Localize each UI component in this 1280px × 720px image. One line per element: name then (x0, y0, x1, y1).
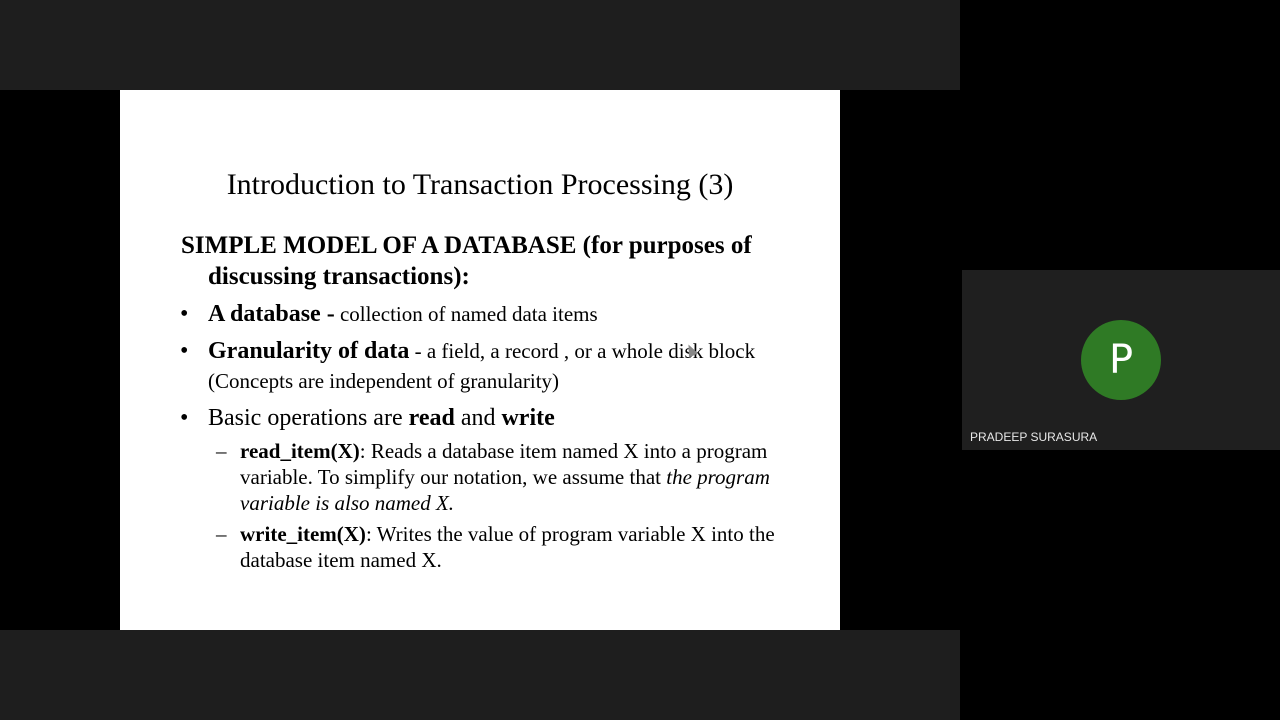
slide-heading: SIMPLE MODEL OF A DATABASE (for purposes of discussing transactions): (181, 232, 752, 290)
share-letterbox-right (840, 90, 960, 630)
bullet-term-read: read (408, 405, 455, 431)
bullet-text: collection of named data items (334, 302, 598, 326)
bullet-dot: • (180, 301, 189, 327)
sub-text: : Writes the value of program variable X into the database item named X. (240, 522, 775, 572)
bullet-term: Granularity of data (208, 338, 410, 364)
shared-slide (120, 90, 840, 630)
bullet-dot: • (180, 405, 189, 431)
bullet-text: Basic operations are (208, 405, 409, 431)
slide-title: Introduction to Transaction Processing (3) (226, 168, 734, 201)
bullet-term-write: write (501, 405, 555, 431)
bullet-term: A database - (208, 301, 335, 327)
share-letterbox-left (0, 90, 120, 630)
bottom-bar (0, 630, 960, 720)
sub-text-italic: the program variable is also named X. (240, 465, 770, 515)
sub-term: read_item(X) (240, 439, 360, 463)
bullet-dot: • (180, 338, 189, 364)
sub-bullet-dash: – (216, 439, 227, 463)
sub-text: : Reads a database item named X into a program variable. To simplify our notation, we assume that (240, 439, 768, 489)
participant-avatar: P (1081, 320, 1161, 400)
bullet-text: - a field, a record , or a whole disk block (Concepts are independent of granularity) (208, 339, 756, 393)
sub-bullet-dash: – (216, 522, 227, 546)
sub-term: write_item(X) (240, 522, 366, 546)
top-bar (0, 0, 960, 90)
participant-name: PRADEEP SURASURA (970, 430, 1098, 444)
bullet-text-and: and (454, 405, 502, 431)
participant-tile[interactable] (962, 270, 1280, 450)
